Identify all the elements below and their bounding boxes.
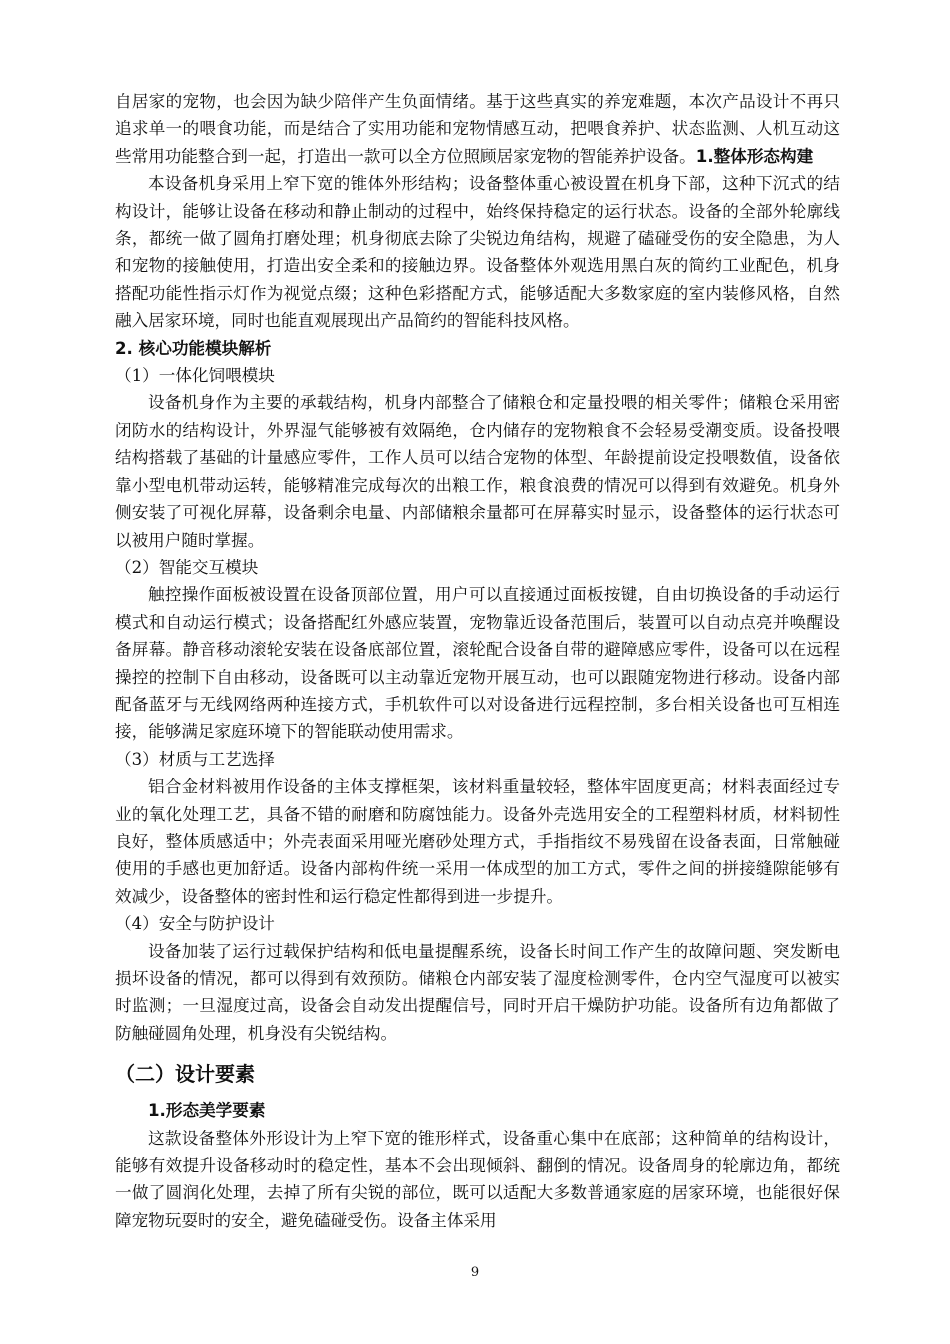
heading-feeding-module: （1）一体化饲喂模块: [115, 366, 275, 386]
heading-core-modules: 2. 核心功能模块解析: [115, 338, 272, 358]
heading-design-elements: （二）设计要素: [115, 1062, 255, 1087]
heading-form-aesthetics: 1.形态美学要素: [148, 1101, 266, 1121]
feeding-module-paragraph: 设备机身作为主要的承载结构，机身内部整合了储粮仓和定量投喂的相关零件；储粮仓采用密闭防水的结构设计，外界湿气能够被有效隔绝，仓内储存的宠物粮食不会轻易受潮变质。设备投喂结构搭载了基础的计量感应零件，工作人员可以结合宠物的体型、年龄提前设定投喂数值，设备依靠小型电机带动运转，能够精准完成每次的出粮工作，粮食浪费的情况可以得到有效避免。机身外侧安装了可视化屏幕，设备剩余电量、内部储粮余量都可在屏幕实时显示，设备整体的运行状态可以被用户随时掌握。: [115, 393, 840, 550]
material-process-paragraph: 铝合金材料被用作设备的主体支撑框架，该材料重量较轻，整体牢固度更高；材料表面经过专业的氧化处理工艺，具备不错的耐磨和防腐蚀能力。设备外壳选用安全的工程塑料材质，材料韧性良好，整体质感适中；外壳表面采用哑光磨砂处理方式，手指指纹不易残留在设备表面，日常触碰使用的手感也更加舒适。设备内部构件统一采用一体成型的加工方式，零件之间的拼接缝隙能够有效减少，设备整体的密封性和运行稳定性都得到进一步提升。: [115, 777, 840, 906]
heading-overall-form: 1.整体形态构建: [695, 146, 814, 166]
page-number: 9: [470, 1265, 480, 1280]
intro-text: 自居家的宠物，也会因为缺少陪伴产生负面情绪。基于这些真实的养宠难题，本次产品设计不再只追求单一的喂食功能，而是结合了实用功能和宠物情感互动，把喂食养护、状态监测、人机互动这些常用功能整合到一起，打造出一款可以全方位照顾居家宠物的智能养护设备。: [115, 92, 840, 166]
overall-form-paragraph: 本设备机身采用上窄下宽的锥体外形结构；设备整体重心被设置在机身下部，这种下沉式的结构设计，能够让设备在移动和静止制动的过程中，始终保持稳定的运行状态。设备的全部外轮廓线条，都统一做了圆角打磨处理；机身彻底去除了尖锐边角结构，规避了磕碰受伤的安全隐患，为人和宠物的接触使用，打造出安全柔和的接触边界。设备整体外观选用黑白灰的简约工业配色，机身搭配功能性指示灯作为视觉点缀；这种色彩搭配方式，能够适配大多数家庭的室内装修风格，自然融入居家环境，同时也能直观展现出产品简约的智能科技风格。: [115, 174, 840, 331]
heading-material-process: （3）材质与工艺选择: [115, 749, 275, 769]
intro-paragraph: [115, 88, 840, 170]
heading-safety-design: （4）安全与防护设计: [115, 914, 275, 934]
page-content: [115, 88, 840, 1234]
safety-design-paragraph: 设备加装了运行过载保护结构和低电量提醒系统，设备长时间工作产生的故障问题、突发断电损坏设备的情况，都可以得到有效预防。储粮仓内部安装了湿度检测零件，仓内空气湿度可以被实时监测；一旦湿度过高，设备会自动发出提醒信号，同时开启干燥防护功能。设备所有边角都做了防触碰圆角处理，机身没有尖锐结构。: [115, 941, 840, 1043]
heading-interaction-module: （2）智能交互模块: [115, 557, 259, 577]
interaction-module-paragraph: 触控操作面板被设置在设备顶部位置，用户可以直接通过面板按键，自由切换设备的手动运行模式和自动运行模式；设备搭配红外感应装置，宠物靠近设备范围后，装置可以自动点亮并唤醒设备屏幕。静音移动滚轮安装在设备底部位置，滚轮配合设备自带的避障感应零件，设备可以在远程操控的控制下自由移动，设备既可以主动靠近宠物开展互动，也可以跟随宠物进行移动。设备内部配备蓝牙与无线网络两种连接方式，手机软件可以对设备进行远程控制，多台相关设备也可互相连接，能够满足家庭环境下的智能联动使用需求。: [115, 585, 840, 742]
form-aesthetics-paragraph: 这款设备整体外形设计为上窄下宽的锥形样式，设备重心集中在底部；这种简单的结构设计，能够有效提升设备移动时的稳定性，基本不会出现倾斜、翻倒的情况。设备周身的轮廓边角，都统一做了圆润化处理，去掉了所有尖锐的部位，既可以适配大多数普通家庭的居家环境，也能很好保障宠物玩耍时的安全，避免磕碰受伤。设备主体采用: [115, 1128, 840, 1230]
